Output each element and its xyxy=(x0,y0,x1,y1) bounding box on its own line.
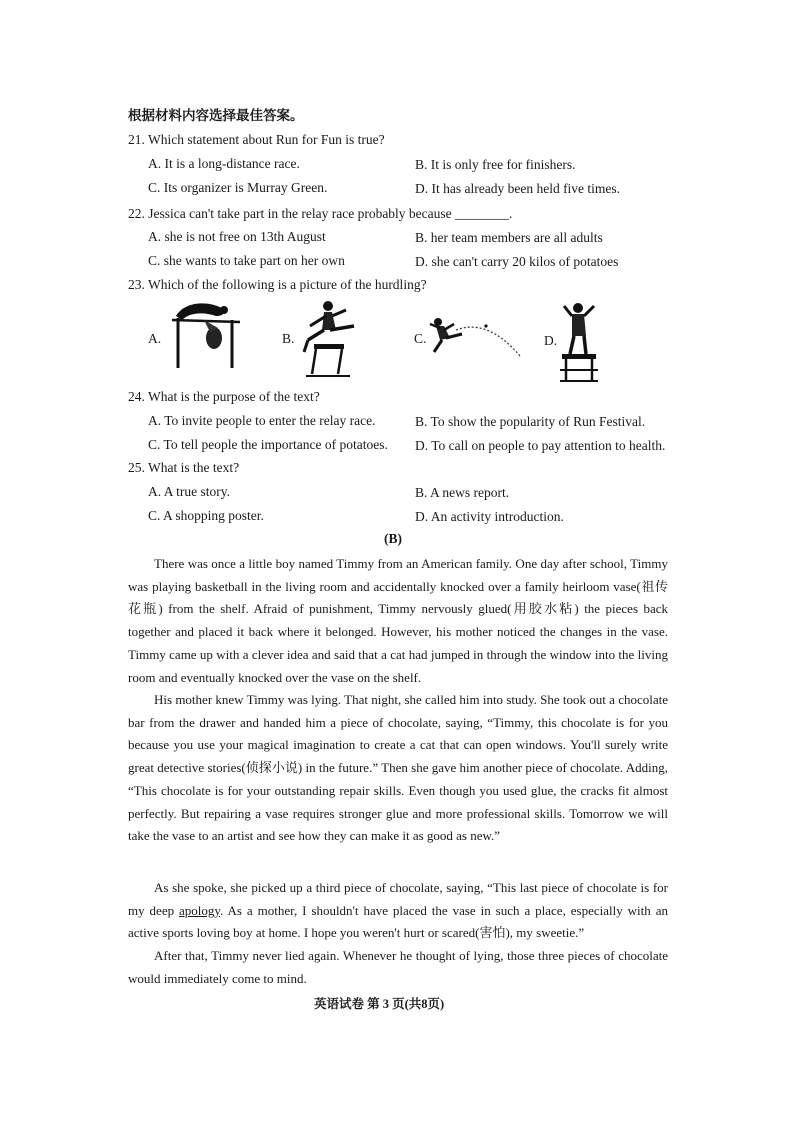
passage-paragraph-4 xyxy=(128,945,668,990)
question-22-option-b: B. her team members are all adults xyxy=(415,230,603,245)
question-22-option-d: D. she can't carry 20 kilos of potatoes xyxy=(415,254,619,269)
instruction-text: 根据材料内容选择最佳答案。 xyxy=(128,108,304,123)
question-22-option-a: A. she is not free on 13th August xyxy=(148,229,326,244)
long-jump-picture xyxy=(428,312,524,368)
question-25-option-b: B. A news report. xyxy=(415,485,510,500)
question-21-option-b: B. It is only free for finishers. xyxy=(415,157,576,172)
high-jump-picture xyxy=(556,298,604,384)
page-footer: 英语试卷 第 3 页(共8页) xyxy=(314,997,445,1011)
question-23-stem: 23. Which of the following is a picture of the hurdling? xyxy=(128,277,427,292)
paragraph-3-text-start: As she spoke, she picked up a third piece of chocolate, saying, “This last piece of chocolate is for my deep xyxy=(128,880,668,918)
question-25-option-d: D. An activity introduction. xyxy=(415,509,564,524)
question-21-option-c: C. Its organizer is Murray Green. xyxy=(148,180,328,195)
question-23-option-a-label: A. xyxy=(148,331,162,346)
hurdling-picture xyxy=(296,296,360,380)
question-25-stem: 25. What is the text? xyxy=(128,460,240,475)
underlined-word-apology: apology xyxy=(179,902,221,918)
question-23-option-d-label: D. xyxy=(544,333,558,348)
question-21-stem: 21. Which statement about Run for Fun is true? xyxy=(128,132,385,147)
question-22-stem: 22. Jessica can't take part in the relay race probably because ________. xyxy=(128,206,513,221)
pole-vault-picture xyxy=(164,298,244,370)
paragraph-1-text: There was once a little boy named Timmy from an American family. One day after school, Timmy was playing basketball in the living room and accidentally knocked over a family heirloom vase(祖传花瓶) from the shelf. Afraid of punishment, Timmy nervously glued(用胶水粘) the pieces back together and placed it back where it belonged. However, his mother noticed the changes in the vase. Timmy came up with a clever idea and said that a cat had jumped in through the window into the living room and eventually knocked over the vase on the shelf. xyxy=(128,556,668,685)
question-23-option-b-label: B. xyxy=(282,331,295,346)
section-b-heading: (B) xyxy=(384,531,402,546)
question-24-option-a: A. To invite people to enter the relay race. xyxy=(148,413,376,428)
paragraph-2-text: His mother knew Timmy was lying. That night, she called him into study. She took out a chocolate bar from the drawer and handed him a piece of chocolate, saying, “Timmy, this chocolate is for you because you use your magical imagination to create a cat that can open windows. You'll surely write great detective stories(侦探小说) in the future.” Then she gave him another piece of chocolate. Adding, “This chocolate is for your outstanding repair skills. Even though you used glue, the cracks fit almost perfectly. But repairing a vase requires stronger glue and more professional skills. Tomorrow we will take the vase to an artist and see how they can make it as good as new.” xyxy=(128,692,668,844)
question-21-option-d: D. It has already been held five times. xyxy=(415,181,621,196)
paragraph-3-text-end: . As a mother, I shouldn't have placed the vase in such a place, especially with an active sports loving boy at home. I hope you weren't hurt or scared(害怕), my sweetie.” xyxy=(128,902,668,941)
question-23-option-c-label: C. xyxy=(414,331,427,346)
passage-paragraph-1 xyxy=(128,553,668,689)
question-24-option-b: B. To show the popularity of Run Festival. xyxy=(415,414,646,429)
passage-paragraph-3 xyxy=(128,877,668,945)
passage-paragraph-2 xyxy=(128,689,668,848)
question-21-option-a: A. It is a long-distance race. xyxy=(148,156,300,171)
question-24-option-d: D. To call on people to pay attention to health. xyxy=(415,438,666,453)
question-22-option-c: C. she wants to take part on her own xyxy=(148,253,345,268)
paragraph-4-text: After that, Timmy never lied again. Whenever he thought of lying, those three pieces of chocolate would immediately come to mind. xyxy=(128,948,668,986)
question-24-option-c: C. To tell people the importance of potatoes. xyxy=(148,437,388,452)
question-25-option-c: C. A shopping poster. xyxy=(148,508,264,523)
question-24-stem: 24. What is the purpose of the text? xyxy=(128,389,320,404)
question-25-option-a: A. A true story. xyxy=(148,484,230,499)
